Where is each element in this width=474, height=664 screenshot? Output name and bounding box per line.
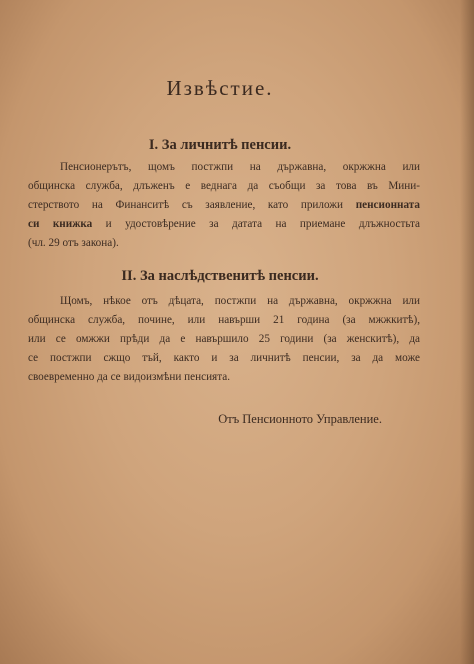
bold-phrase: си книжка [28, 218, 93, 230]
section-heading-inherited-pensions: II. За наслѣдственитѣ пенсии. [121, 268, 319, 284]
bold-phrase: пенсионната [355, 199, 420, 211]
paragraph-line: общинска служба, почине, или навърши 21 година (за мжжкитѣ), [28, 314, 420, 326]
paragraph-line: (чл. 29 отъ закона). [28, 237, 119, 249]
paragraph-line: или се омжжи прѣди да е навършило 25 години (за женскитѣ), да [28, 333, 420, 345]
page-title: Извѣстие. [166, 76, 274, 100]
paragraph-line: Пенсионерътъ, щомъ постжпи на държавна, окржжна или [60, 161, 420, 173]
signature-line: Отъ Пенсионното Управление. [218, 412, 382, 426]
paragraph-line: своевременно да се видоизмѣни пенсията. [28, 371, 230, 383]
paragraph-line [28, 196, 420, 215]
paragraph-text: стерството на Финанситѣ съ заявление, като приложи [28, 199, 344, 211]
paragraph-text: и удостовѣрение за датата на приемане длъжностьта [105, 218, 421, 230]
paragraph-personal-pensions [28, 158, 420, 253]
paragraph-line: Щомъ, нѣкое отъ дѣцата, постжпи на държавна, окржжна или [60, 295, 420, 307]
paragraph-line [28, 215, 420, 234]
section-heading-personal-pensions: I. За личнитѣ пенсии. [148, 137, 292, 153]
paragraph-line: се постжпи сжщо тъй, както и за личнитѣ пенсии, за да може [28, 352, 420, 364]
paragraph-inherited-pensions [28, 292, 420, 387]
paragraph-line: общинска служба, длъженъ е веднага да съобщи за това въ Мини- [28, 180, 420, 192]
